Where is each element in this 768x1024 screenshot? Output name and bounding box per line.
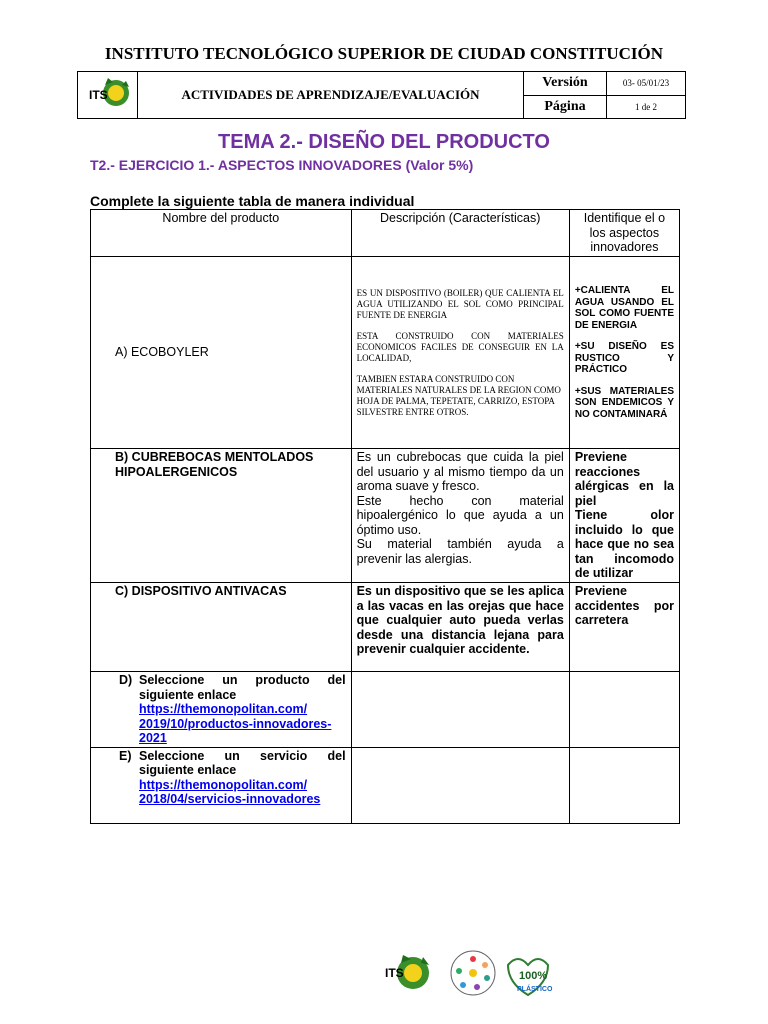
header-description: Descripción (Características) — [351, 210, 569, 257]
description-line: Su material también ayuda a prevenir las alergias. — [356, 537, 564, 566]
link-servicios-innovadores[interactable]: https://themonopolitan.com/ 2018/04/servicios-innovadores — [139, 777, 321, 806]
empty-aspects-e[interactable] — [569, 747, 679, 823]
row-instruction — [139, 749, 346, 807]
table-row — [91, 583, 680, 672]
row-prefix: D) — [119, 673, 133, 687]
instruction-text: Complete la siguiente tabla de manera individual — [90, 193, 415, 209]
product-name-e — [91, 747, 352, 823]
product-name-a: A) ECOBOYLER — [91, 257, 352, 449]
products-table — [90, 209, 680, 824]
version-value: 03- 05/01/23 — [607, 72, 686, 96]
table-row — [91, 672, 680, 748]
topic-title: TEMA 2.- DISEÑO DEL PRODUCTO — [218, 131, 550, 153]
table-header-row — [91, 210, 680, 257]
product-name-d — [91, 672, 352, 748]
aspect-item: Previene reacciones alérgicas en la piel — [574, 450, 674, 508]
empty-aspects-d[interactable] — [569, 672, 679, 748]
its-footer-logo — [385, 955, 429, 989]
aspect-item: Tiene olor incluido lo que hace que no sea tan incomodo de utilizar — [574, 508, 674, 580]
row-prefix: E) — [119, 748, 132, 763]
product-name-b: B) CUBREBOCAS MENTOLADOS HIPOALERGENICOS — [91, 449, 352, 583]
version-label: Versión — [524, 72, 607, 96]
svg-text:ITS: ITS — [385, 966, 404, 980]
exercise-subtitle: T2.- EJERCICIO 1.- ASPECTOS INNOVADORES (Valor 5%) — [90, 157, 474, 173]
innovative-aspects-b — [569, 449, 679, 583]
product-description-b — [351, 449, 569, 583]
its-logo — [78, 72, 138, 119]
page-value: 1 de 2 — [607, 95, 686, 119]
svg-text:100%: 100% — [519, 970, 548, 982]
institution-title: INSTITUTO TECNOLÓGICO SUPERIOR DE CIUDAD CONSTITUCIÓN — [104, 44, 664, 63]
product-description-c: Es un dispositivo que se les aplica a las vacas en las orejas que hace que cualquier auto pueda verlas desde una distancia lejana para prevenir cualquier accidente. — [351, 583, 569, 672]
row-instruction — [139, 673, 346, 746]
table-row — [91, 257, 680, 449]
empty-description-e[interactable] — [351, 747, 569, 823]
row-instruction-text: Seleccione un servicio del siguiente enlace — [139, 748, 346, 777]
footer-logos — [383, 945, 568, 1005]
description-line: Es un cubrebocas que cuida la piel del usuario y al mismo tiempo da un aroma suave y fresco. — [356, 450, 564, 493]
description-line: Este hecho con material hipoalergénico lo que ayuda a un óptimo uso. — [356, 493, 564, 537]
table-row — [91, 449, 680, 583]
link-productos-innovadores[interactable]: https://themonopolitan.com/ 2019/10/productos-innovadores-2021 — [139, 702, 332, 745]
its-logo-icon — [83, 73, 133, 113]
page-label: Página — [524, 95, 607, 119]
document-header-table — [77, 71, 686, 119]
innovative-aspects-a — [569, 257, 679, 449]
aspect-item: +CALIENTA EL AGUA USANDO EL SOL COMO FUENTE DE ENERGIA — [574, 285, 674, 331]
product-description-a — [351, 257, 569, 449]
svg-text:ITS: ITS — [88, 87, 108, 102]
circular-people-logo — [451, 951, 495, 995]
header-product-name: Nombre del producto — [91, 210, 352, 257]
aspect-item: +SUS MATERIALES SON ENDEMICOS Y NO CONTAMINARÁ — [574, 385, 674, 420]
table-row — [91, 747, 680, 823]
svg-text:PLÁSTICO: PLÁSTICO — [517, 986, 553, 993]
product-name-c: C) DISPOSITIVO ANTIVACAS — [91, 583, 352, 672]
description-paragraph: ESTA CONSTRUIDO CON MATERIALES ECONOMICOS FACILES DE CONSEGUIR EN LA LOCALIDAD, — [356, 330, 564, 363]
empty-description-d[interactable] — [351, 672, 569, 748]
footer-logos-icon — [383, 945, 568, 1005]
description-paragraph: ES UN DISPOSITIVO (BOILER) QUE CALIENTA EL AGUA UTILIZANDO EL SOL COMO PRINCIPAL FUENTE DE ENERGIA — [356, 287, 564, 320]
header-innovative-aspects: Identifique el o los aspectos innovadores — [569, 210, 679, 257]
plastic-free-logo — [508, 959, 553, 995]
row-instruction-text: Seleccione un producto del siguiente enlace — [139, 673, 346, 702]
aspect-item: +SU DISEÑO ES RUSTICO Y PRÁCTICO — [574, 341, 674, 375]
activity-title: ACTIVIDADES DE APRENDIZAJE/EVALUACIÓN — [138, 72, 524, 119]
description-paragraph: TAMBIEN ESTARA CONSTRUIDO CON MATERIALES NATURALES DE LA REGION COMO HOJA DE PALMA, TEPETATE, CARRIZO, ESTOPA SILVESTRE ENTRE OTROS. — [356, 373, 561, 417]
innovative-aspects-c: Previene accidentes por carretera — [569, 583, 679, 672]
